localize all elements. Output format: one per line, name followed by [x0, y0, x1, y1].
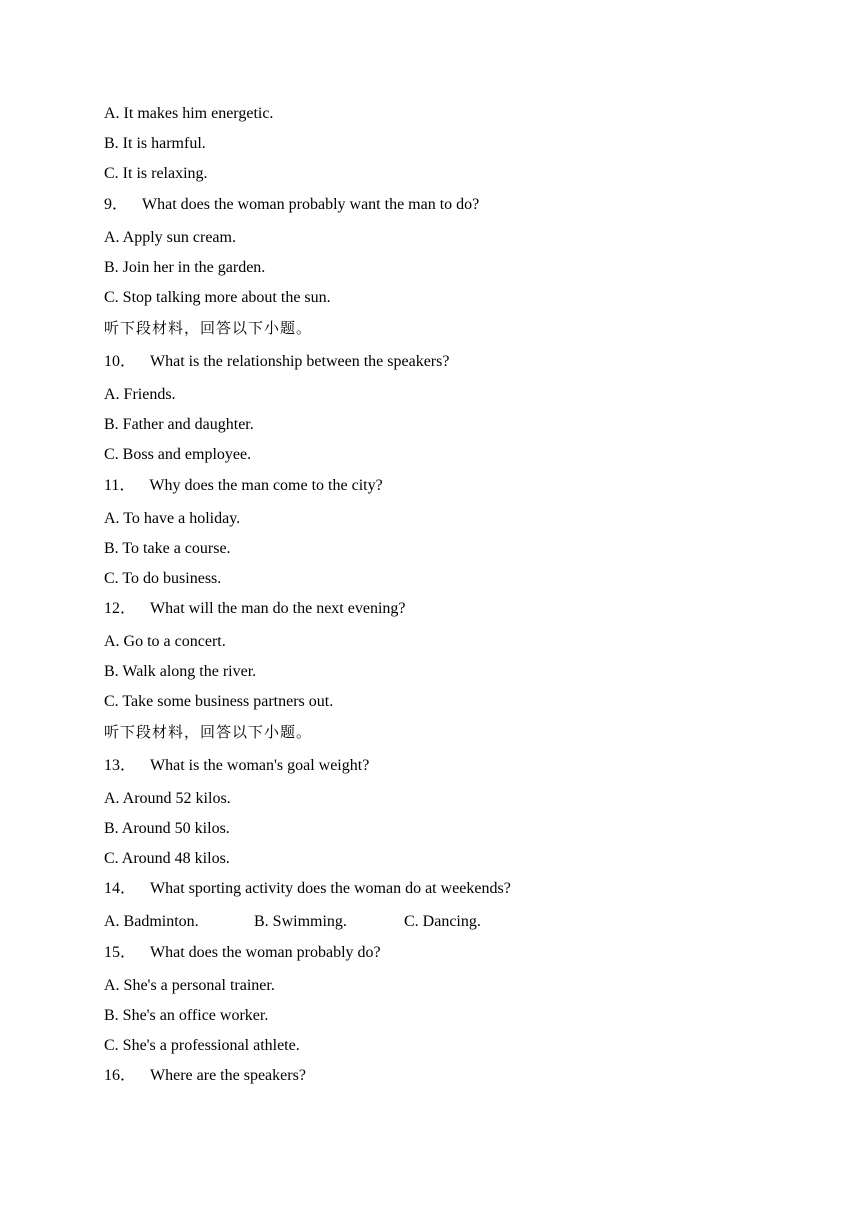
question-text: Why does the man come to the city? — [149, 477, 383, 494]
question-15 — [104, 943, 381, 963]
question-16 — [104, 1066, 306, 1086]
section-instruction: 听下段材料，回答以下小题。 — [104, 319, 313, 337]
question-number: 14． — [104, 880, 137, 897]
question-text: What sporting activity does the woman do at weekends? — [150, 880, 511, 897]
option-c: C. To do business. — [104, 570, 222, 587]
question-13 — [104, 756, 369, 776]
question-number: 10． — [104, 353, 137, 370]
option-c: C. Boss and employee. — [104, 446, 252, 463]
question-number: 9． — [104, 196, 129, 213]
inline-options — [104, 912, 481, 932]
option-a: A. Friends. — [104, 386, 176, 403]
option-b: B. It is harmful. — [104, 135, 206, 152]
option-c: C. It is relaxing. — [104, 165, 208, 182]
option-a: A. Go to a concert. — [104, 633, 226, 650]
option-a: A. It makes him energetic. — [104, 105, 274, 122]
option-c: C. Stop talking more about the sun. — [104, 289, 331, 306]
option-b: B. She's an office worker. — [104, 1007, 269, 1024]
section-instruction: 听下段材料，回答以下小题。 — [104, 723, 313, 741]
question-text: Where are the speakers? — [150, 1067, 306, 1084]
question-number: 13． — [104, 757, 137, 774]
question-10 — [104, 352, 449, 372]
option-a: A. She's a personal trainer. — [104, 977, 275, 994]
question-number: 12． — [104, 600, 137, 617]
question-number: 11． — [104, 477, 136, 494]
option-c: C. She's a professional athlete. — [104, 1037, 300, 1054]
question-12 — [104, 599, 406, 619]
option-a: A. To have a holiday. — [104, 510, 241, 527]
question-number: 15． — [104, 944, 137, 961]
option-c: C. Take some business partners out. — [104, 693, 334, 710]
question-text: What is the woman's goal weight? — [150, 757, 370, 774]
option-c: C. Dancing. — [404, 913, 481, 930]
question-number: 16． — [104, 1067, 137, 1084]
option-b: B. Around 50 kilos. — [104, 820, 230, 837]
question-text: What is the relationship between the speakers? — [150, 353, 450, 370]
question-text: What does the woman probably want the man to do? — [142, 196, 480, 213]
option-b: B. Father and daughter. — [104, 416, 254, 433]
option-b: B. Walk along the river. — [104, 663, 257, 680]
question-14 — [104, 879, 511, 899]
option-c: C. Around 48 kilos. — [104, 850, 230, 867]
question-11 — [104, 476, 383, 496]
option-a: A. Around 52 kilos. — [104, 790, 231, 807]
option-a: A. Apply sun cream. — [104, 229, 236, 246]
question-text: What will the man do the next evening? — [150, 600, 406, 617]
question-9 — [104, 195, 479, 215]
question-text: What does the woman probably do? — [150, 944, 381, 961]
option-b: B. Swimming. — [254, 913, 347, 930]
option-b: B. To take a course. — [104, 540, 231, 557]
option-b: B. Join her in the garden. — [104, 259, 266, 276]
option-a: A. Badminton. — [104, 913, 199, 930]
